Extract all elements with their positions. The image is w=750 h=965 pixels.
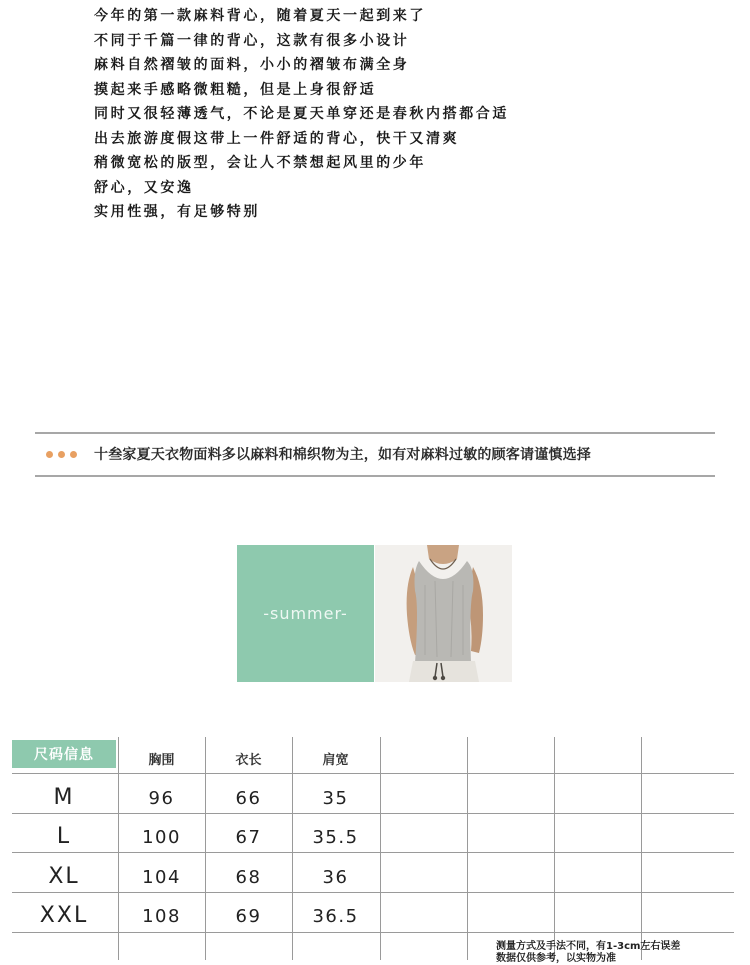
table-cell: 35 [322, 788, 349, 809]
product-description [94, 4, 509, 225]
note-line: 数据仅供参考，以实物为准 [496, 953, 616, 964]
description-line: 今年的第一款麻料背心，随着夏天一起到来了 [94, 8, 426, 24]
model-photo-illustration [375, 545, 512, 682]
table-cell: 35.5 [312, 827, 359, 848]
size-info-badge: 尺码信息 [12, 740, 116, 768]
description-line: 麻料自然褶皱的面料，小小的褶皱布满全身 [94, 57, 410, 73]
fabric-notice [46, 444, 591, 464]
banner-text: -summer- [263, 604, 348, 623]
description-line: 不同于千篇一律的背心，这款有很多小设计 [94, 32, 410, 49]
table-cell: 66 [235, 788, 262, 809]
description-line: 实用性强，有足够特别 [94, 204, 260, 220]
table-cell: 108 [142, 906, 181, 927]
table-row-line [12, 932, 734, 933]
bullet-dots [46, 451, 82, 458]
size-label: XXL [39, 903, 89, 928]
table-row-line [12, 852, 734, 853]
summer-banner [237, 545, 374, 682]
note-line: 测量方式及手法不同，有1-3cm左右误差 [496, 941, 681, 952]
table-col-line [554, 737, 555, 960]
table-row-line [12, 892, 734, 893]
table-cell: 68 [235, 867, 262, 888]
size-table [12, 737, 734, 964]
table-cell: 67 [235, 827, 262, 848]
header-length: 衣长 [235, 753, 262, 768]
table-cell: 69 [235, 906, 262, 927]
table-cell: 36 [322, 867, 349, 888]
divider-bottom [35, 475, 715, 477]
dot-icon [70, 451, 77, 458]
table-col-line [641, 737, 642, 960]
dot-icon [46, 451, 53, 458]
model-photo [375, 545, 512, 682]
table-col-line [380, 737, 381, 960]
dot-icon [58, 451, 65, 458]
header-chest: 胸围 [148, 753, 175, 768]
table-col-line [467, 737, 468, 960]
notice-text: 十叁家夏天衣物面料多以麻料和棉织物为主，如有对麻料过敏的顾客请谨慎选择 [94, 447, 591, 463]
description-line: 摸起来手感略微粗糙，但是上身很舒适 [94, 81, 377, 98]
header-shoulder: 肩宽 [322, 753, 349, 768]
size-label: XL [48, 864, 80, 889]
table-cell: 104 [142, 867, 181, 888]
size-label: M [53, 785, 75, 810]
description-line: 同时又很轻薄透气，不论是夏天单穿还是春秋内搭都合适 [94, 106, 509, 122]
description-line: 舒心，又安逸 [94, 179, 194, 196]
table-cell: 100 [142, 827, 181, 848]
table-cell: 96 [148, 788, 175, 809]
table-cell: 36.5 [312, 906, 359, 927]
divider-top [35, 432, 715, 434]
size-label: L [56, 824, 72, 849]
table-row-line [12, 813, 734, 814]
description-line: 出去旅游度假这带上一件舒适的背心，快干又清爽 [94, 130, 460, 147]
measurement-note [496, 941, 680, 965]
description-line: 稍微宽松的版型，会让人不禁想起风里的少年 [94, 155, 426, 171]
table-row-line [12, 773, 734, 774]
